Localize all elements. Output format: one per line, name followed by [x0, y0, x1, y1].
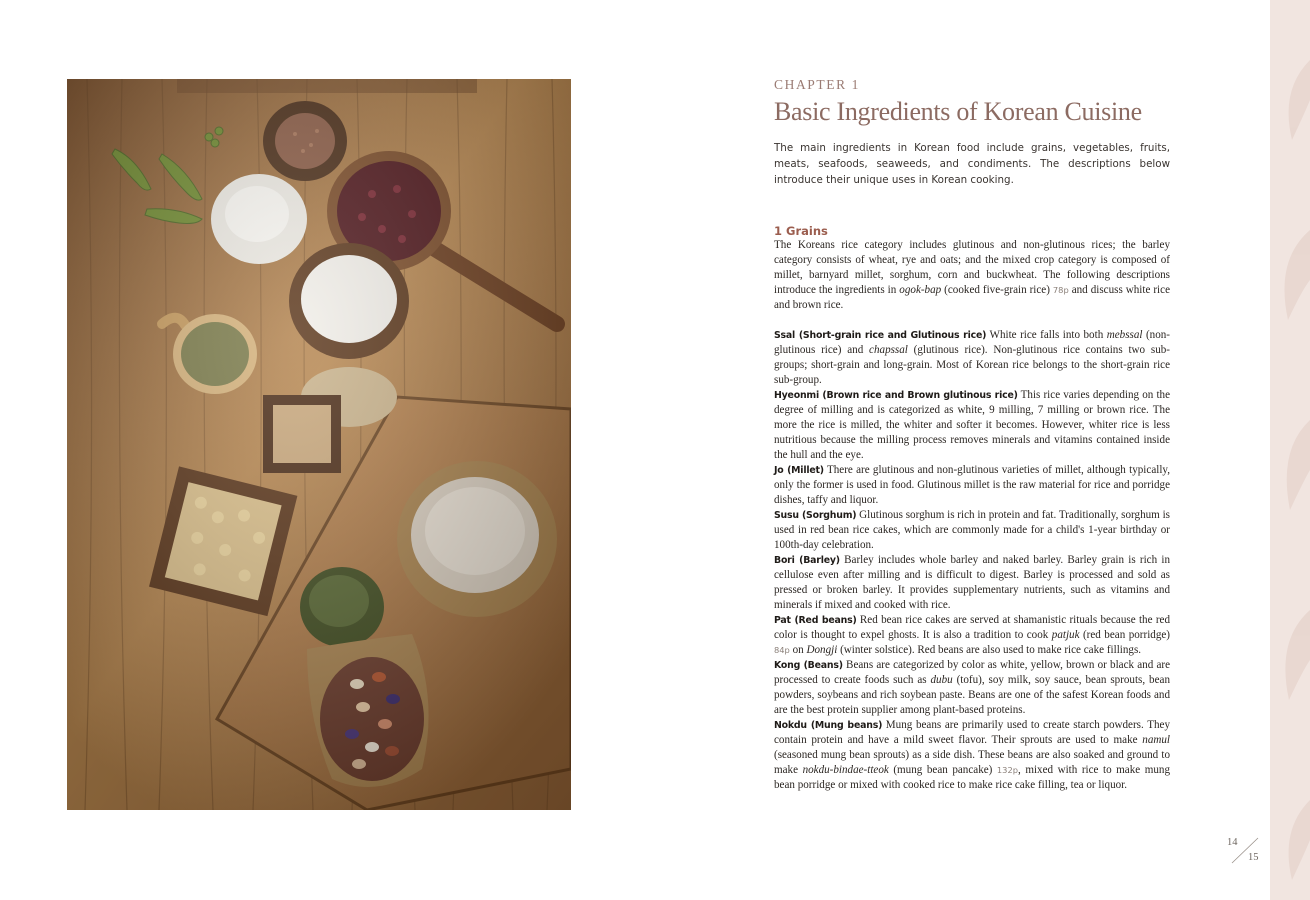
entry-term: Susu (Sorghum) [774, 510, 857, 521]
entry-nokdu: Nokdu (Mung beans) Mung beans are primarily used to create starch powders. They contain protein and have a mild sweet flavor. Their sprouts are used to make namul (seasoned mung bean sprouts) as a side dish. These beans are also soaked and ground to make nokdu-bindae-tteok (mung bean pancake) 132p, mixed with rice to make mung bean porridge or mixed with cooked rice to make rice cake filling, tea or liquor. [774, 719, 1170, 791]
section-intro: The Koreans rice category includes glutinous and non-glutinous rices; the barley category consists of wheat, rye and oats; and the mixed crop category is composed of millet, barnyard millet, sorghum, corn and buckwheat. The following descriptions introduce the ingredients in ogok-bap (cooked five-grain rice) 78p and discuss white rice and brown rice. [774, 239, 1170, 311]
entry-term: Ssal (Short-grain rice and Glutinous rice) [774, 330, 987, 341]
page-reference: 132p [996, 765, 1019, 775]
entry-pat: Pat (Red beans) Red bean rice cakes are served at shamanistic rituals because the red color is thought to expel ghosts. It is also a tradition to cook patjuk (red bean porridge) 84p on Dongji (winter solstice). Red beans are also used to make rice cake fillings. [774, 614, 1170, 656]
entry-ssal: Ssal (Short-grain rice and Glutinous rice) White rice falls into both mebssal (non-glutinous rice) and chapssal (glutinous rice). Non-glutinous rice contains two sub-groups; short-grain and long-grain. Most of Korean rice belongs to the short-grain rice sub-group. [774, 329, 1170, 386]
entry-term: Hyeonmi (Brown rice and Brown glutinous rice) [774, 390, 1018, 401]
page-number-left: 14 [1227, 837, 1238, 848]
entry-term: Nokdu (Mung beans) [774, 720, 883, 731]
entry-term: Pat (Red beans) [774, 615, 857, 626]
entry-term: Kong (Beans) [774, 660, 843, 671]
chapter-label: CHAPTER 1 [774, 77, 861, 92]
chapter-intro: The main ingredients in Korean food include grains, vegetables, fruits, meats, seafoods, seaweeds, and condiments. The descriptions below introduce their unique uses in Korean cooking. [774, 142, 1170, 186]
grains-photo-illustration [67, 79, 571, 810]
chapter-title: Basic Ingredients of Korean Cuisine [774, 97, 1142, 126]
entry-hyeonmi: Hyeonmi (Brown rice and Brown glutinous rice) This rice varies depending on the degree of milling and is categorized as white, 9 milling, 7 milling or brown rice. The more the rice is milled, the whiter and softer it becomes. However, whiter rice is less nutritious because the milling process removes minerals and vitamins contained inside the hull and the eye. [774, 389, 1170, 461]
entry-kong: Kong (Beans) Beans are categorized by color as white, yellow, brown or black and are processed to create foods such as dubu (tofu), soy milk, soy sauce, bean sprouts, bean powders, soybeans and rich soybean paste. Beans are one of the safest Korean foods and are the best protein supplier among plant-based proteins. [774, 659, 1170, 716]
page-reference: 84p [774, 645, 790, 655]
text-column [774, 76, 1170, 793]
entry-term: Jo (Millet) [774, 465, 824, 476]
entry-term: Bori (Barley) [774, 555, 840, 566]
entry-jo: Jo (Millet) There are glutinous and non-glutinous varieties of millet, although typically, only the former is used in food. Glutinous millet is the raw material for rice and porridge dishes, taffy and liquor. [774, 464, 1171, 506]
grains-photo [67, 79, 571, 810]
leaf-pattern-decoration [1270, 0, 1310, 900]
entry-susu: Susu (Sorghum) Glutinous sorghum is rich in protein and fat. Traditionally, sorghum is used in red bean rice cakes, which are commonly made for a child's 1-year birthday or 100th-day celebration. [774, 509, 1170, 551]
section-heading-grains: 1 Grains [774, 224, 828, 238]
entry-bori: Bori (Barley) Barley includes whole barley and naked barley. Barley grain is rich in cellulose even after milling and is difficult to digest. Barley is processed and sold as pressed or broken barley. It provides supplementary nutrients, such as vitamins and minerals if mixed and cooked with rice. [774, 554, 1170, 611]
decorative-side-strip [1270, 0, 1310, 900]
page-numbers [1222, 836, 1264, 866]
page-reference: 78p [1052, 285, 1069, 295]
page-number-right: 15 [1248, 852, 1259, 863]
